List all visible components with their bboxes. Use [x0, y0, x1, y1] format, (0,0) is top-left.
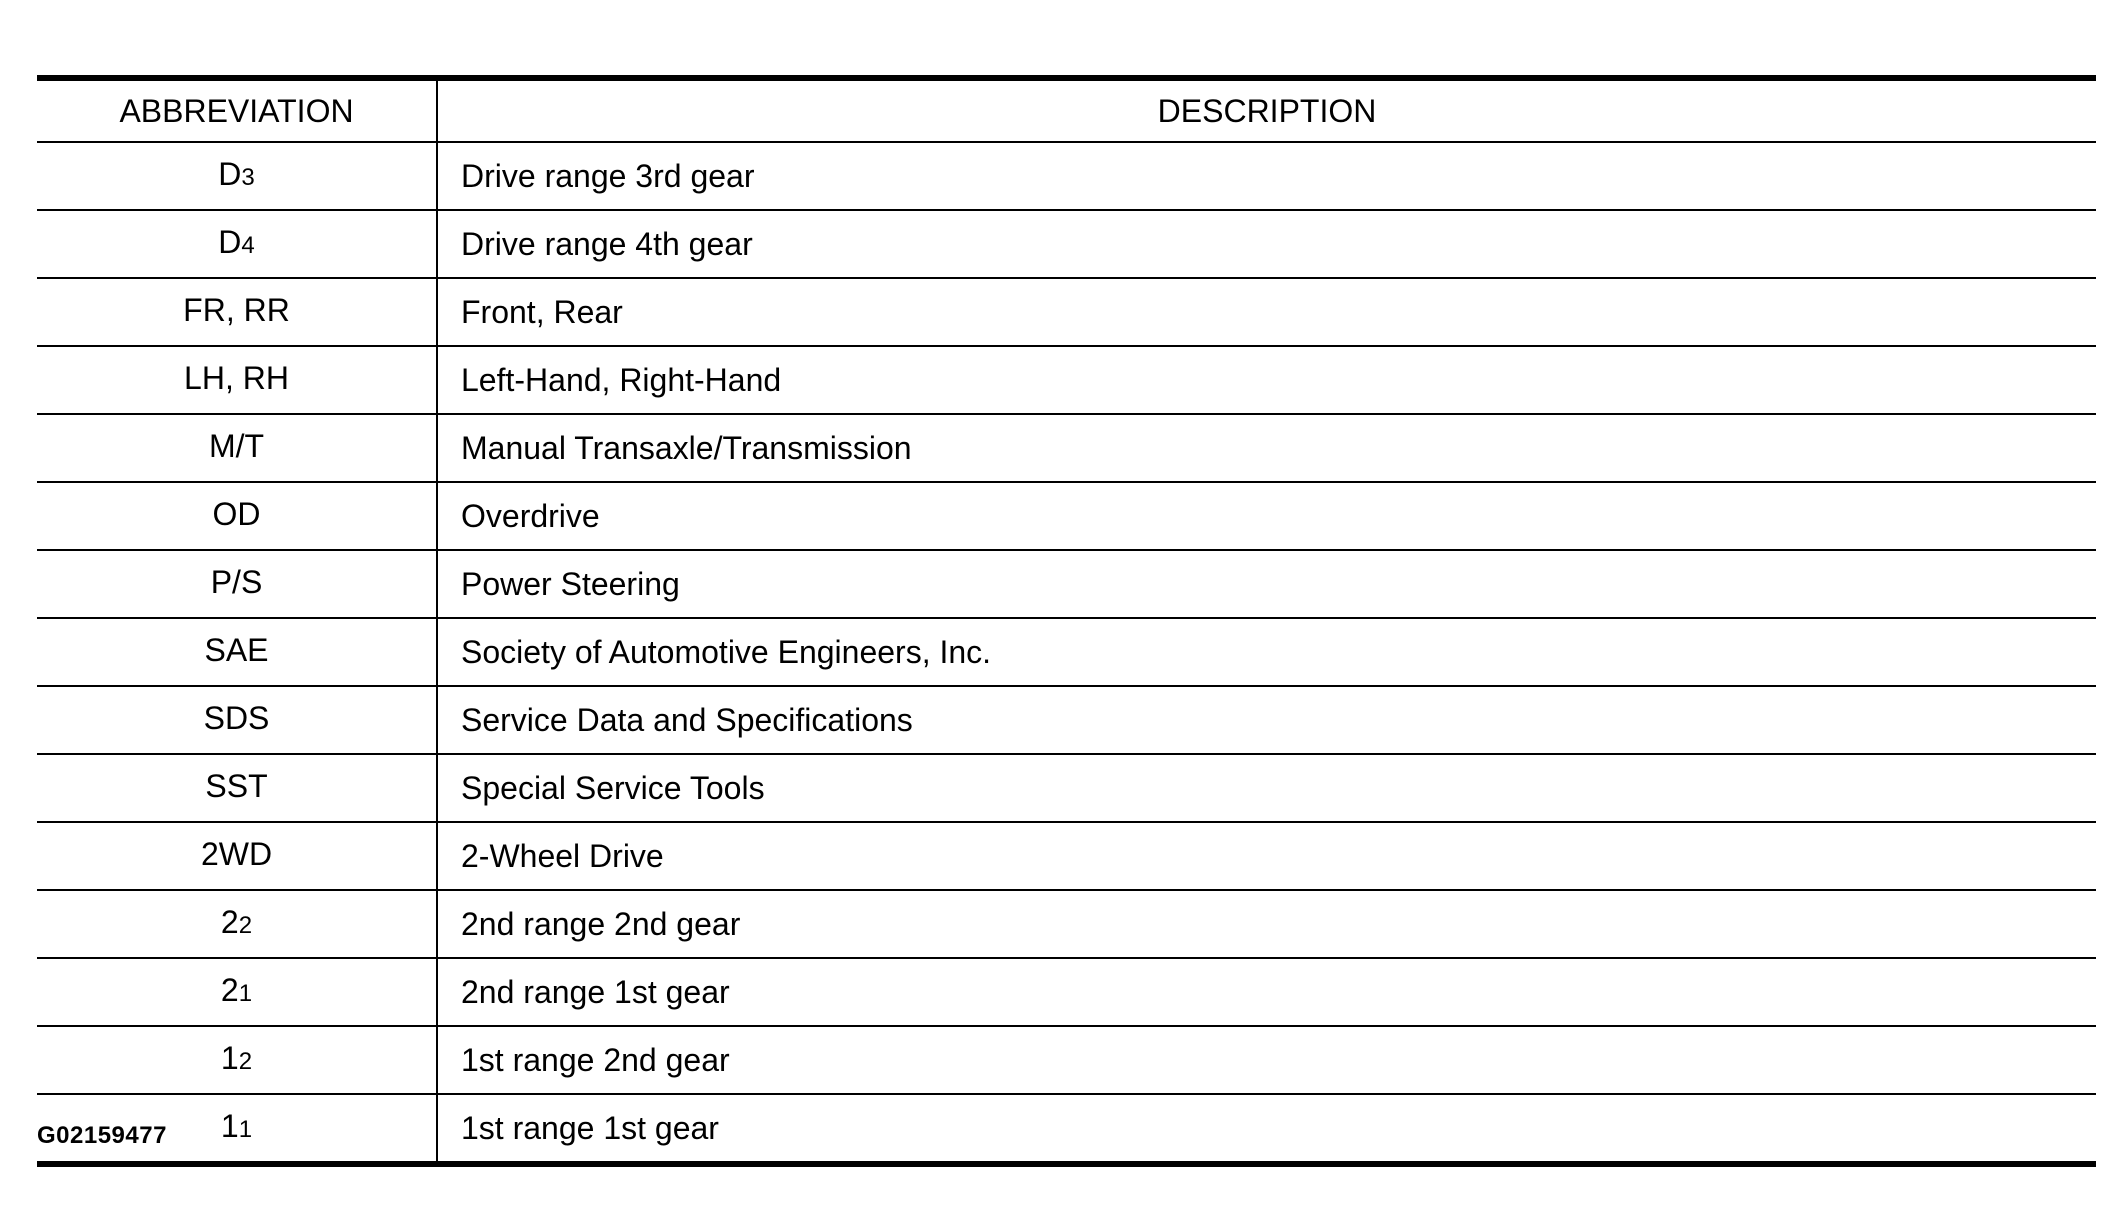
abbreviation-cell	[37, 958, 437, 1026]
abbreviation-column-header: ABBREVIATION	[37, 78, 437, 142]
abbreviation-cell	[37, 210, 437, 278]
abbreviation-text: 2WD	[200, 836, 273, 872]
description-cell: 1st range 1st gear	[461, 1110, 719, 1146]
table-row	[37, 414, 2096, 482]
table-header-row	[37, 78, 2096, 142]
description-cell: 2-Wheel Drive	[437, 822, 2096, 890]
table-row	[37, 958, 2096, 1026]
abbreviation-subscript: 2	[238, 912, 253, 939]
abbreviation-cell	[37, 686, 437, 754]
abbreviation-cell	[37, 278, 437, 346]
table-row	[37, 278, 2096, 346]
description-cell: 2nd range 2nd gear	[437, 890, 2096, 958]
description-cell: Drive range 4th gear	[437, 210, 2096, 278]
abbreviation-text: D	[218, 156, 242, 192]
abbreviation-text: D	[218, 224, 242, 260]
description-cell: Manual Transaxle/Transmission	[437, 414, 2096, 482]
abbreviation-cell	[37, 754, 437, 822]
abbreviation-cell	[37, 822, 437, 890]
table-row	[37, 346, 2096, 414]
abbreviation-subscript: 1	[238, 1116, 253, 1143]
abbreviation-text: OD	[212, 496, 261, 532]
description-cell: Special Service Tools	[437, 754, 2096, 822]
description-column-header: DESCRIPTION	[437, 78, 2096, 142]
abbreviation-text: P/S	[210, 564, 263, 600]
abbreviation-cell	[37, 890, 437, 958]
abbreviation-text: M/T	[208, 428, 265, 464]
description-cell: Power Steering	[437, 550, 2096, 618]
description-cell: 1st range 2nd gear	[437, 1026, 2096, 1094]
table-row	[37, 822, 2096, 890]
abbreviation-cell	[37, 482, 437, 550]
description-cell: 2nd range 1st gear	[437, 958, 2096, 1026]
table-row	[37, 1026, 2096, 1094]
abbreviation-subscript: 1	[238, 980, 253, 1007]
abbreviation-text: SST	[205, 768, 268, 804]
abbreviation-text: 2	[220, 904, 239, 940]
abbreviation-text: 2	[220, 972, 239, 1008]
abbreviation-cell	[37, 1026, 437, 1094]
abbreviation-table	[37, 75, 2096, 1167]
abbreviation-cell	[37, 142, 437, 210]
description-cell: Service Data and Specifications	[437, 686, 2096, 754]
table-row	[37, 754, 2096, 822]
abbreviation-subscript: 3	[241, 164, 255, 191]
table-row	[37, 618, 2096, 686]
description-cell: Left-Hand, Right-Hand	[437, 346, 2096, 414]
abbreviation-text: SDS	[203, 700, 270, 736]
description-cell: Overdrive	[437, 482, 2096, 550]
abbreviation-text: FR, RR	[183, 292, 290, 328]
abbreviation-cell	[37, 618, 437, 686]
description-cell: Society of Automotive Engineers, Inc.	[437, 618, 2096, 686]
table-row	[37, 550, 2096, 618]
figure-id-label: G02159477	[37, 1122, 167, 1149]
description-cell: Drive range 3rd gear	[437, 142, 2096, 210]
abbreviation-subscript: 2	[238, 1048, 253, 1075]
table-row	[37, 482, 2096, 550]
table-row	[37, 686, 2096, 754]
table-row	[37, 1094, 2096, 1164]
abbreviation-cell	[37, 550, 437, 618]
table-row	[37, 142, 2096, 210]
table-row	[37, 890, 2096, 958]
abbreviation-subscript: 4	[241, 232, 255, 259]
abbreviation-cell	[37, 346, 437, 414]
abbreviation-text: 1	[220, 1108, 239, 1144]
abbreviation-cell	[37, 414, 437, 482]
abbreviation-text: LH, RH	[184, 360, 289, 396]
abbreviation-text: SAE	[204, 632, 269, 668]
description-cell: Front, Rear	[437, 278, 2096, 346]
abbreviation-text: 1	[220, 1040, 239, 1076]
table-row	[37, 210, 2096, 278]
